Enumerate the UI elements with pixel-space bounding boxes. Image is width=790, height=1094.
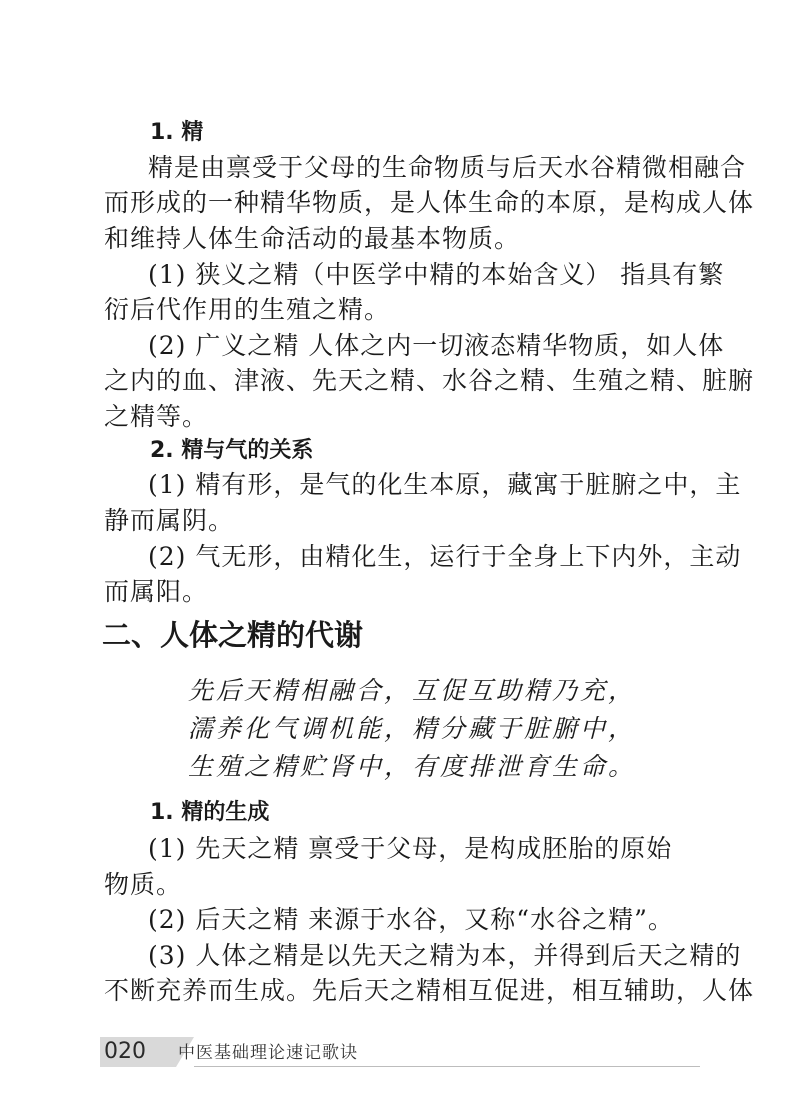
paragraph-line: (2) 后天之精 来源于水谷，又称“水谷之精”。 bbox=[148, 905, 674, 934]
paragraph-line: 之精等。 bbox=[104, 402, 209, 431]
verse-line: 先后天精相融合，互促互助精乃充， bbox=[188, 676, 637, 705]
paragraph-line: 物质。 bbox=[104, 870, 183, 899]
paragraph-line: (1) 狭义之精（中医学中精的本始含义） 指具有繁 bbox=[148, 260, 725, 289]
section-heading-jing-qi: 2. 精与气的关系 bbox=[150, 438, 314, 463]
verse-line: 生殖之精贮肾中，有度排泄育生命。 bbox=[188, 752, 637, 781]
paragraph-line: 精是由禀受于父母的生命物质与后天水谷精微相融合 bbox=[148, 153, 747, 182]
paragraph-line: 之内的血、津液、先天之精、水谷之精、生殖之精、脏腑 bbox=[104, 366, 755, 395]
verse-line: 濡养化气调机能，精分藏于脏腑中， bbox=[188, 714, 637, 743]
paragraph-line: (2) 广义之精 人体之内一切液态精华物质，如人体 bbox=[148, 331, 725, 360]
paragraph-line: 和维持人体生命活动的最基本物质。 bbox=[104, 224, 521, 253]
paragraph-line: 而属阳。 bbox=[104, 577, 209, 606]
paragraph-line: (2) 气无形，由精化生，运行于全身上下内外，主动 bbox=[148, 542, 742, 571]
paragraph-line: 静而属阴。 bbox=[104, 506, 235, 535]
chapter-heading: 二、人体之精的代谢 bbox=[102, 618, 364, 652]
section-heading-jing-generation: 1. 精的生成 bbox=[150, 800, 270, 825]
paragraph-line: (1) 精有形，是气的化生本原，藏寓于脏腑之中，主 bbox=[148, 470, 742, 499]
paragraph-line: 衍后代作用的生殖之精。 bbox=[104, 295, 391, 324]
paragraph-line: (3) 人体之精是以先天之精为本，并得到后天之精的 bbox=[148, 941, 742, 970]
page-number: 020 bbox=[104, 1039, 146, 1064]
paragraph-line: 而形成的一种精华物质，是人体生命的本原，是构成人体 bbox=[104, 188, 755, 217]
footer-rule bbox=[194, 1066, 700, 1067]
section-heading-jing: 1. 精 bbox=[150, 120, 204, 145]
paragraph-line: 不断充养而生成。先后天之精相互促进，相互辅助，人体 bbox=[104, 976, 755, 1005]
page-footer bbox=[100, 1037, 700, 1067]
book-title: 中医基础理论速记歌诀 bbox=[178, 1043, 358, 1063]
paragraph-line: (1) 先天之精 禀受于父母，是构成胚胎的原始 bbox=[148, 834, 673, 863]
